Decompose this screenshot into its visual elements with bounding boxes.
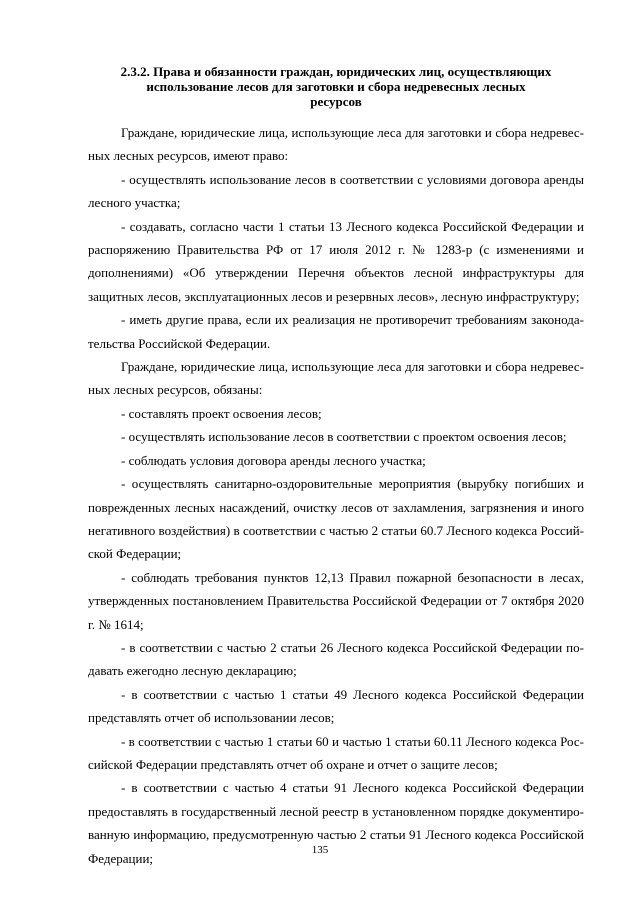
list-item-duty-9: - в соответствии с частью 4 статьи 91 Лесного кодекса Российской Федерации предоставлять в государственный лесной реестр в установленном порядке документированную информацию, предусмотренную частью 2 статьи 91 Лесного кодекса Российской Федерации; (88, 780, 584, 866)
page-number: 135 (311, 844, 329, 856)
document-body (88, 121, 584, 870)
heading-line-1: 2.3.2. Права и обязанности граждан, юридических лиц, осуществляющих (120, 64, 552, 79)
list-item-duty-6: - в соответствии с частью 2 статьи 26 Лесного кодекса Российской Федерации подавать ежегодно лесную декларацию; (88, 639, 584, 679)
list-item-duty-4: - осуществлять санитарно-оздоровительные мероприятия (вырубку погибших и поврежденных лесных насаждений, очистку лесов от захламления, загрязнения и иного негативного воздействия) в соответствии с частью 2 статьи 60.7 Лесного кодекса Российской Федерации; (88, 476, 584, 562)
section-heading (88, 64, 584, 109)
list-item-duty-3: - соблюдать условия договора аренды лесного участка; (121, 452, 426, 468)
list-item-right-3: - иметь другие права, если их реализация не противоречит требованиям законодательства Российской Федерации. (88, 312, 584, 351)
list-item-duty-2: - осуществлять использование лесов в соответствии с проектом освоения лесов; (121, 429, 567, 445)
list-item-duty-7: - в соответствии с частью 1 статьи 49 Лесного кодекса Российской Федерации представлять отчет об использовании лесов; (88, 686, 584, 726)
list-item-duty-8: - в соответствии с частью 1 статьи 60 и частью 1 статьи 60.11 Лесного кодекса Российской Федерации представлять отчет об охране и отчет о защите лесов; (88, 733, 584, 772)
list-item-right-1: - осуществлять использование лесов в соответствии с условиями договора аренды лесного участка; (88, 171, 584, 211)
list-item-duty-5: - соблюдать требования пунктов 12,13 Правил пожарной безопасности в лесах, утвержденных постановлением Правительства Российской Федерации от 7 октября 2020 г. № 1614; (88, 569, 584, 632)
paragraph-rights-intro: Граждане, юридические лица, использующие леса для заготовки и сбора недревесных лесных ресурсов, имеют право: (88, 125, 584, 164)
heading-line-3: ресурсов (310, 94, 362, 109)
heading-line-2: использование лесов для заготовки и сбора недревесных лесных (146, 79, 526, 94)
paragraph-duties-intro: Граждане, юридические лица, использующие леса для заготовки и сбора недревесных лесных ресурсов, обязаны: (88, 359, 584, 398)
list-item-right-2: - создавать, согласно части 1 статьи 13 Лесного кодекса Российской Федерации и распоряжению Правительства РФ от 17 июля 2012 г. № 1283-р (с изменениями и дополнениями) «Об утверждении Перечня объектов лесной инфраструктуры для защитных лесов, эксплуатационных лесов и резервных лесов», лесную инфраструктуру; (88, 218, 584, 304)
list-item-duty-1: - составлять проект освоения лесов; (121, 405, 322, 421)
